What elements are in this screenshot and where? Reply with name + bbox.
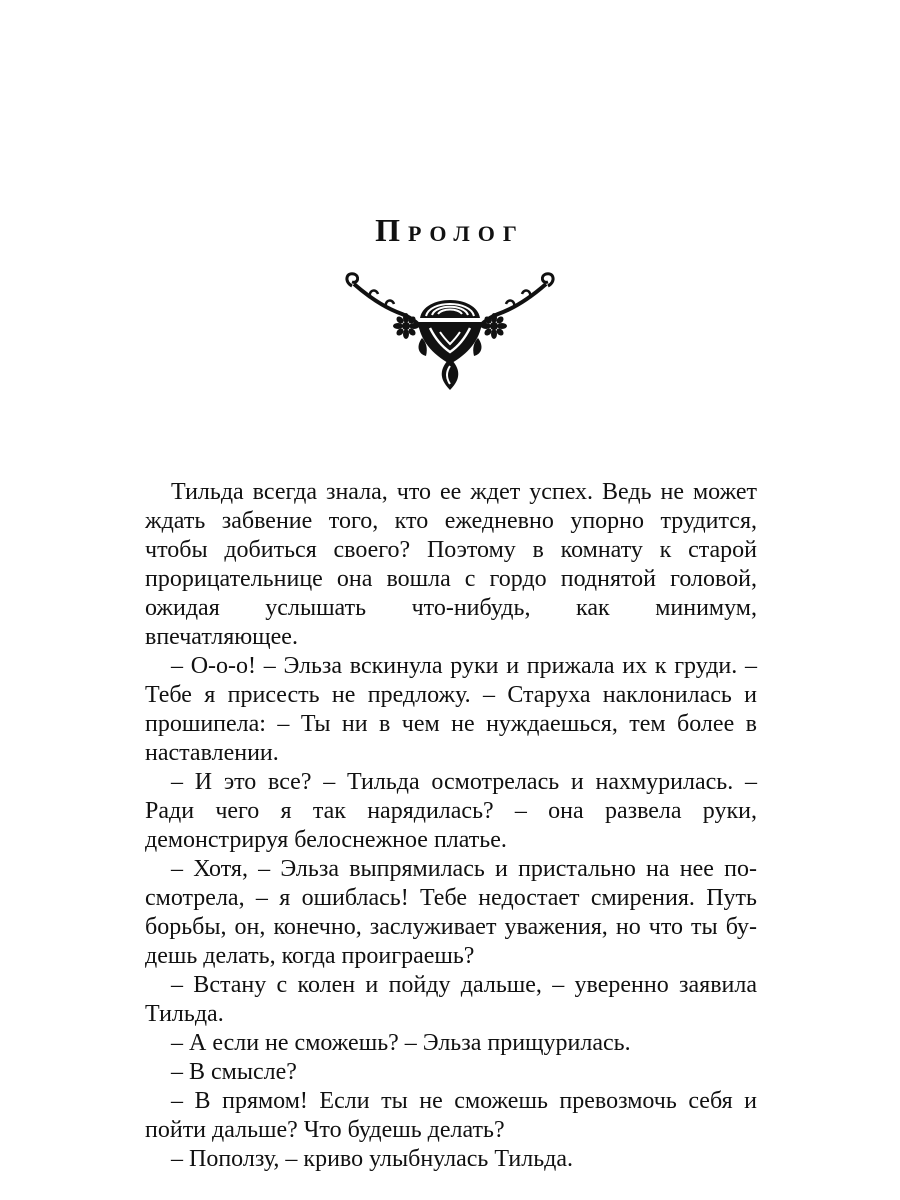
paragraph: – В прямом! Если ты не сможешь превозмочь себя и пойти дальше? Что будешь делать? (145, 1088, 757, 1143)
prologue-text (145, 478, 757, 1174)
paragraph: – И это все? – Тильда осмотрелась и нахмурилась. – Ради чего я так нарядилась? – она развела руки, демонстрируя белоснежное платье. (145, 769, 757, 853)
paragraph: – В смысле? (171, 1059, 297, 1085)
paragraph: Тильда всегда знала, что ее ждет успех. Ведь не может ждать забвение того, кто ежедневно упорно трудится, чтобы добиться своего? Поэтому в комнату к старой прорицательнице она вошла с гордо поднятой головой, ожидая услышать что-нибудь, как минимум, впечатляющее. (145, 479, 757, 650)
floral-vignette-icon (340, 268, 560, 393)
paragraph: – Поползу, – криво улыбнулась Тильда. (171, 1146, 574, 1172)
paragraph: – О-о-о! – Эльза вскинула руки и прижала их к груди. – Тебе я присесть не предложу. – Старуха наклонилась и прошипела: – Ты ни в чем не нуждаешься, тем более в наставлении. (145, 653, 757, 766)
paragraph: – Встану с колен и пойду дальше, – уверенно заявила Тильда. (145, 972, 757, 1027)
paragraph: – Хотя, – Эльза выпрямилась и пристально на нее посмотрела, – я ошиблась! Тебе недостает смирения. Путь борьбы, он, конечно, заслуживает уважения, но что ты будешь делать, когда проиграешь? (145, 856, 757, 969)
chapter-title: Пролог (375, 212, 525, 248)
paragraph: – А если не сможешь? – Эльза прищурилась. (171, 1030, 631, 1056)
